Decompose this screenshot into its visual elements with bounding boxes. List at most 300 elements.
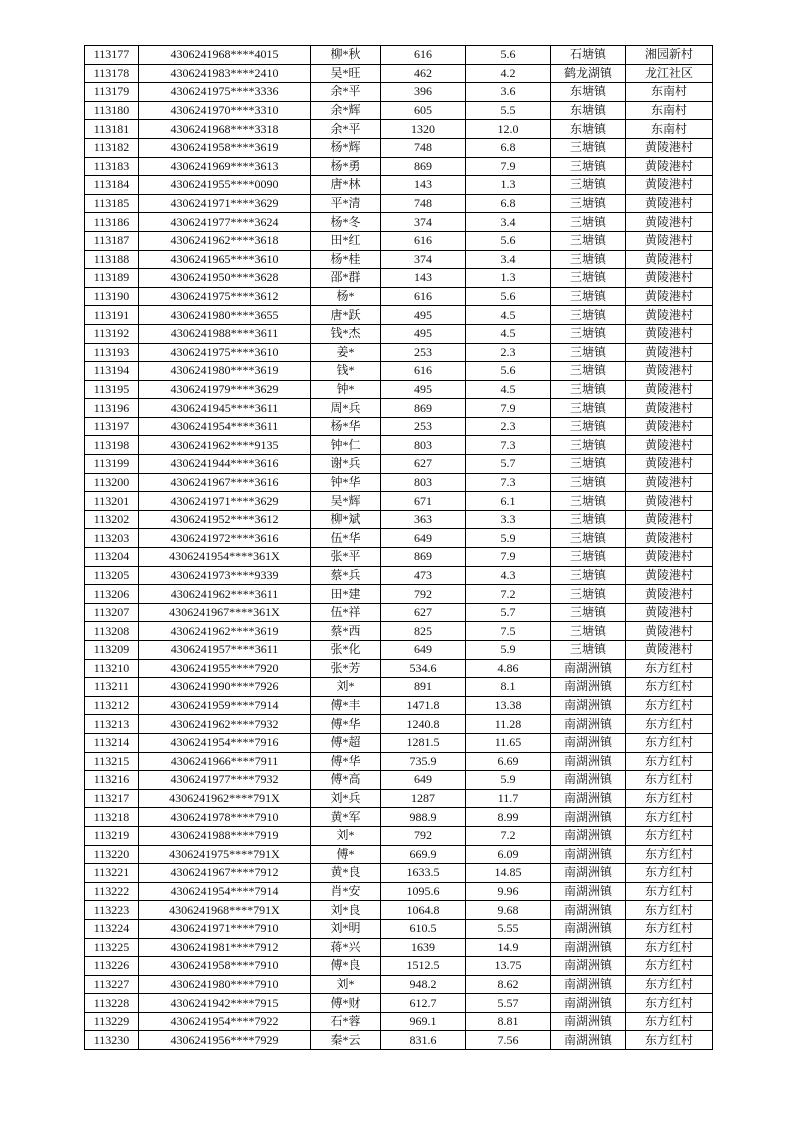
name-cell: 傅*华 [311,715,381,734]
id-number-cell: 4306241962****7932 [139,715,311,734]
village-cell: 黄陵港村 [626,548,713,567]
amount-cell: 143 [381,269,466,288]
town-cell: 南湖洲镇 [551,882,626,901]
amount-cell: 869 [381,157,466,176]
village-cell: 黄陵港村 [626,157,713,176]
name-cell: 姜* [311,343,381,362]
name-cell: 吴*旺 [311,64,381,83]
amount-cell: 1095.6 [381,882,466,901]
amount-cell: 605 [381,101,466,120]
table-row [85,101,713,120]
name-cell: 刘*明 [311,919,381,938]
serial-number-cell: 113208 [85,622,139,641]
serial-number-cell: 113204 [85,548,139,567]
table-row [85,789,713,808]
amount-cell: 363 [381,510,466,529]
town-cell: 三塘镇 [551,380,626,399]
id-number-cell: 4306241970****3310 [139,101,311,120]
id-number-cell: 4306241954****7916 [139,733,311,752]
value-cell: 5.7 [466,603,551,622]
amount-cell: 473 [381,566,466,585]
town-cell: 三塘镇 [551,324,626,343]
amount-cell: 495 [381,380,466,399]
serial-number-cell: 113211 [85,678,139,697]
id-number-cell: 4306241979****3629 [139,380,311,399]
value-cell: 6.69 [466,752,551,771]
value-cell: 7.9 [466,157,551,176]
serial-number-cell: 113193 [85,343,139,362]
name-cell: 刘*良 [311,901,381,920]
serial-number-cell: 113178 [85,64,139,83]
name-cell: 余*辉 [311,101,381,120]
town-cell: 三塘镇 [551,436,626,455]
value-cell: 11.65 [466,733,551,752]
name-cell: 唐*跃 [311,306,381,325]
value-cell: 7.9 [466,548,551,567]
serial-number-cell: 113219 [85,826,139,845]
name-cell: 田*红 [311,231,381,250]
amount-cell: 1240.8 [381,715,466,734]
town-cell: 南湖洲镇 [551,957,626,976]
table-row [85,548,713,567]
id-number-cell: 4306241945****3611 [139,399,311,418]
name-cell: 蔡*西 [311,622,381,641]
name-cell: 平*清 [311,194,381,213]
town-cell: 南湖洲镇 [551,975,626,994]
village-cell: 东方红村 [626,957,713,976]
name-cell: 钱*杰 [311,324,381,343]
amount-cell: 616 [381,362,466,381]
name-cell: 刘*兵 [311,789,381,808]
amount-cell: 649 [381,641,466,660]
town-cell: 三塘镇 [551,343,626,362]
id-number-cell: 4306241988****3611 [139,324,311,343]
id-number-cell: 4306241967****7912 [139,864,311,883]
table-row [85,938,713,957]
serial-number-cell: 113214 [85,733,139,752]
town-cell: 三塘镇 [551,138,626,157]
name-cell: 傅*财 [311,994,381,1013]
value-cell: 9.96 [466,882,551,901]
town-cell: 三塘镇 [551,473,626,492]
serial-number-cell: 113209 [85,641,139,660]
amount-cell: 748 [381,194,466,213]
name-cell: 蒋*兴 [311,938,381,957]
amount-cell: 610.5 [381,919,466,938]
serial-number-cell: 113217 [85,789,139,808]
table-row [85,64,713,83]
town-cell: 三塘镇 [551,585,626,604]
serial-number-cell: 113182 [85,138,139,157]
village-cell: 东方红村 [626,789,713,808]
amount-cell: 669.9 [381,845,466,864]
town-cell: 南湖洲镇 [551,1012,626,1031]
amount-cell: 253 [381,343,466,362]
serial-number-cell: 113216 [85,771,139,790]
id-number-cell: 4306241962****3611 [139,585,311,604]
village-cell: 黄陵港村 [626,138,713,157]
value-cell: 8.99 [466,808,551,827]
village-cell: 东方红村 [626,752,713,771]
town-cell: 南湖洲镇 [551,789,626,808]
village-cell: 黄陵港村 [626,455,713,474]
value-cell: 2.3 [466,343,551,362]
serial-number-cell: 113228 [85,994,139,1013]
table-row [85,417,713,436]
table-row [85,455,713,474]
id-number-cell: 4306241959****7914 [139,696,311,715]
amount-cell: 988.9 [381,808,466,827]
table-row [85,213,713,232]
table-row [85,529,713,548]
id-number-cell: 4306241944****3616 [139,455,311,474]
id-number-cell: 4306241980****7910 [139,975,311,994]
name-cell: 周*兵 [311,399,381,418]
id-number-cell: 4306241975****791X [139,845,311,864]
table-row [85,120,713,139]
amount-cell: 671 [381,492,466,511]
village-cell: 东方红村 [626,882,713,901]
name-cell: 傅*高 [311,771,381,790]
id-number-cell: 4306241971****7910 [139,919,311,938]
village-cell: 黄陵港村 [626,343,713,362]
name-cell: 刘* [311,975,381,994]
value-cell: 14.85 [466,864,551,883]
name-cell: 蔡*兵 [311,566,381,585]
id-number-cell: 4306241977****3624 [139,213,311,232]
table-row [85,399,713,418]
id-number-cell: 4306241975****3610 [139,343,311,362]
value-cell: 14.9 [466,938,551,957]
amount-cell: 1287 [381,789,466,808]
village-cell: 黄陵港村 [626,622,713,641]
id-number-cell: 4306241983****2410 [139,64,311,83]
town-cell: 南湖洲镇 [551,715,626,734]
table-row [85,194,713,213]
value-cell: 8.1 [466,678,551,697]
serial-number-cell: 113218 [85,808,139,827]
name-cell: 杨*冬 [311,213,381,232]
village-cell: 黄陵港村 [626,213,713,232]
town-cell: 南湖洲镇 [551,826,626,845]
town-cell: 三塘镇 [551,566,626,585]
town-cell: 三塘镇 [551,399,626,418]
table-row [85,696,713,715]
serial-number-cell: 113224 [85,919,139,938]
id-number-cell: 4306241988****7919 [139,826,311,845]
name-cell: 黄*军 [311,808,381,827]
serial-number-cell: 113179 [85,83,139,102]
serial-number-cell: 113183 [85,157,139,176]
name-cell: 傅* [311,845,381,864]
serial-number-cell: 113194 [85,362,139,381]
serial-number-cell: 113207 [85,603,139,622]
table-row [85,83,713,102]
value-cell: 3.6 [466,83,551,102]
amount-cell: 374 [381,213,466,232]
table-row [85,752,713,771]
name-cell: 吴*辉 [311,492,381,511]
name-cell: 刘* [311,678,381,697]
value-cell: 4.86 [466,659,551,678]
serial-number-cell: 113177 [85,46,139,65]
name-cell: 杨*勇 [311,157,381,176]
serial-number-cell: 113227 [85,975,139,994]
id-number-cell: 4306241978****7910 [139,808,311,827]
town-cell: 南湖洲镇 [551,771,626,790]
village-cell: 龙江社区 [626,64,713,83]
town-cell: 三塘镇 [551,362,626,381]
amount-cell: 1281.5 [381,733,466,752]
town-cell: 南湖洲镇 [551,696,626,715]
amount-cell: 143 [381,176,466,195]
id-number-cell: 4306241972****3616 [139,529,311,548]
village-cell: 东方红村 [626,864,713,883]
id-number-cell: 4306241956****7929 [139,1031,311,1050]
village-cell: 东南村 [626,120,713,139]
amount-cell: 616 [381,46,466,65]
value-cell: 6.8 [466,138,551,157]
value-cell: 3.4 [466,250,551,269]
table-row [85,324,713,343]
id-number-cell: 4306241958****7910 [139,957,311,976]
town-cell: 三塘镇 [551,529,626,548]
name-cell: 余*平 [311,120,381,139]
id-number-cell: 4306241968****791X [139,901,311,920]
name-cell: 石*蓉 [311,1012,381,1031]
id-number-cell: 4306241971****3629 [139,194,311,213]
table-row [85,436,713,455]
value-cell: 4.5 [466,324,551,343]
amount-cell: 649 [381,529,466,548]
value-cell: 8.62 [466,975,551,994]
town-cell: 东塘镇 [551,101,626,120]
id-number-cell: 4306241980****3619 [139,362,311,381]
table-row [85,733,713,752]
name-cell: 伍*华 [311,529,381,548]
name-cell: 肖*安 [311,882,381,901]
name-cell: 田*建 [311,585,381,604]
value-cell: 1.3 [466,176,551,195]
id-number-cell: 4306241981****7912 [139,938,311,957]
table-row [85,622,713,641]
amount-cell: 462 [381,64,466,83]
id-number-cell: 4306241975****3612 [139,287,311,306]
name-cell: 傅*丰 [311,696,381,715]
amount-cell: 1512.5 [381,957,466,976]
town-cell: 三塘镇 [551,250,626,269]
value-cell: 7.3 [466,436,551,455]
table-row [85,826,713,845]
value-cell: 5.9 [466,529,551,548]
table-row [85,231,713,250]
value-cell: 6.09 [466,845,551,864]
amount-cell: 495 [381,306,466,325]
value-cell: 5.6 [466,46,551,65]
amount-cell: 969.1 [381,1012,466,1031]
name-cell: 傅*华 [311,752,381,771]
amount-cell: 948.2 [381,975,466,994]
name-cell: 杨* [311,287,381,306]
amount-cell: 1320 [381,120,466,139]
table-row [85,566,713,585]
village-cell: 黄陵港村 [626,436,713,455]
value-cell: 5.55 [466,919,551,938]
town-cell: 三塘镇 [551,194,626,213]
town-cell: 南湖洲镇 [551,938,626,957]
table-row [85,157,713,176]
village-cell: 东方红村 [626,715,713,734]
value-cell: 7.2 [466,585,551,604]
data-table [84,45,713,1050]
serial-number-cell: 113213 [85,715,139,734]
amount-cell: 748 [381,138,466,157]
village-cell: 黄陵港村 [626,362,713,381]
table-row [85,176,713,195]
village-cell: 东方红村 [626,919,713,938]
name-cell: 唐*林 [311,176,381,195]
value-cell: 6.8 [466,194,551,213]
name-cell: 张*化 [311,641,381,660]
amount-cell: 803 [381,473,466,492]
amount-cell: 534.6 [381,659,466,678]
id-number-cell: 4306241968****3318 [139,120,311,139]
village-cell: 黄陵港村 [626,324,713,343]
name-cell: 余*平 [311,83,381,102]
value-cell: 4.3 [466,566,551,585]
amount-cell: 1633.5 [381,864,466,883]
town-cell: 石塘镇 [551,46,626,65]
value-cell: 4.5 [466,306,551,325]
id-number-cell: 4306241962****791X [139,789,311,808]
town-cell: 鹤龙湖镇 [551,64,626,83]
amount-cell: 396 [381,83,466,102]
id-number-cell: 4306241952****3612 [139,510,311,529]
value-cell: 13.38 [466,696,551,715]
table-row [85,994,713,1013]
village-cell: 黄陵港村 [626,529,713,548]
value-cell: 5.57 [466,994,551,1013]
village-cell: 东方红村 [626,733,713,752]
town-cell: 三塘镇 [551,603,626,622]
town-cell: 三塘镇 [551,510,626,529]
amount-cell: 735.9 [381,752,466,771]
name-cell: 邵*群 [311,269,381,288]
amount-cell: 792 [381,585,466,604]
village-cell: 东南村 [626,83,713,102]
serial-number-cell: 113199 [85,455,139,474]
amount-cell: 616 [381,231,466,250]
village-cell: 黄陵港村 [626,641,713,660]
town-cell: 三塘镇 [551,306,626,325]
name-cell: 杨*辉 [311,138,381,157]
table-row [85,845,713,864]
table-row [85,269,713,288]
amount-cell: 803 [381,436,466,455]
village-cell: 黄陵港村 [626,399,713,418]
town-cell: 三塘镇 [551,213,626,232]
serial-number-cell: 113212 [85,696,139,715]
serial-number-cell: 113205 [85,566,139,585]
id-number-cell: 4306241977****7932 [139,771,311,790]
village-cell: 东方红村 [626,1012,713,1031]
id-number-cell: 4306241962****3618 [139,231,311,250]
value-cell: 12.0 [466,120,551,139]
value-cell: 5.6 [466,287,551,306]
town-cell: 南湖洲镇 [551,678,626,697]
town-cell: 三塘镇 [551,417,626,436]
town-cell: 南湖洲镇 [551,901,626,920]
serial-number-cell: 113186 [85,213,139,232]
serial-number-cell: 113230 [85,1031,139,1050]
serial-number-cell: 113181 [85,120,139,139]
id-number-cell: 4306241969****3613 [139,157,311,176]
village-cell: 黄陵港村 [626,566,713,585]
value-cell: 5.5 [466,101,551,120]
name-cell: 张*平 [311,548,381,567]
value-cell: 11.7 [466,789,551,808]
town-cell: 南湖洲镇 [551,845,626,864]
id-number-cell: 4306241950****3628 [139,269,311,288]
table-row [85,492,713,511]
value-cell: 5.9 [466,641,551,660]
serial-number-cell: 113198 [85,436,139,455]
village-cell: 黄陵港村 [626,417,713,436]
name-cell: 钱* [311,362,381,381]
amount-cell: 869 [381,548,466,567]
amount-cell: 495 [381,324,466,343]
table-row [85,343,713,362]
id-number-cell: 4306241965****3610 [139,250,311,269]
village-cell: 东方红村 [626,901,713,920]
id-number-cell: 4306241971****3629 [139,492,311,511]
id-number-cell: 4306241955****0090 [139,176,311,195]
value-cell: 4.5 [466,380,551,399]
table-row [85,380,713,399]
value-cell: 8.81 [466,1012,551,1031]
town-cell: 南湖洲镇 [551,994,626,1013]
id-number-cell: 4306241975****3336 [139,83,311,102]
value-cell: 5.6 [466,231,551,250]
village-cell: 黄陵港村 [626,492,713,511]
value-cell: 6.1 [466,492,551,511]
id-number-cell: 4306241954****3611 [139,417,311,436]
amount-cell: 612.7 [381,994,466,1013]
amount-cell: 891 [381,678,466,697]
village-cell: 东方红村 [626,678,713,697]
value-cell: 7.5 [466,622,551,641]
value-cell: 7.56 [466,1031,551,1050]
id-number-cell: 4306241962****3619 [139,622,311,641]
table-row [85,715,713,734]
amount-cell: 649 [381,771,466,790]
id-number-cell: 4306241954****361X [139,548,311,567]
amount-cell: 374 [381,250,466,269]
village-cell: 东方红村 [626,808,713,827]
village-cell: 黄陵港村 [626,585,713,604]
value-cell: 3.3 [466,510,551,529]
value-cell: 9.68 [466,901,551,920]
name-cell: 钟*仁 [311,436,381,455]
id-number-cell: 4306241954****7914 [139,882,311,901]
village-cell: 黄陵港村 [626,380,713,399]
id-number-cell: 4306241973****9339 [139,566,311,585]
serial-number-cell: 113210 [85,659,139,678]
id-number-cell: 4306241980****3655 [139,306,311,325]
table-row [85,473,713,492]
id-number-cell: 4306241966****7911 [139,752,311,771]
id-number-cell: 4306241967****361X [139,603,311,622]
